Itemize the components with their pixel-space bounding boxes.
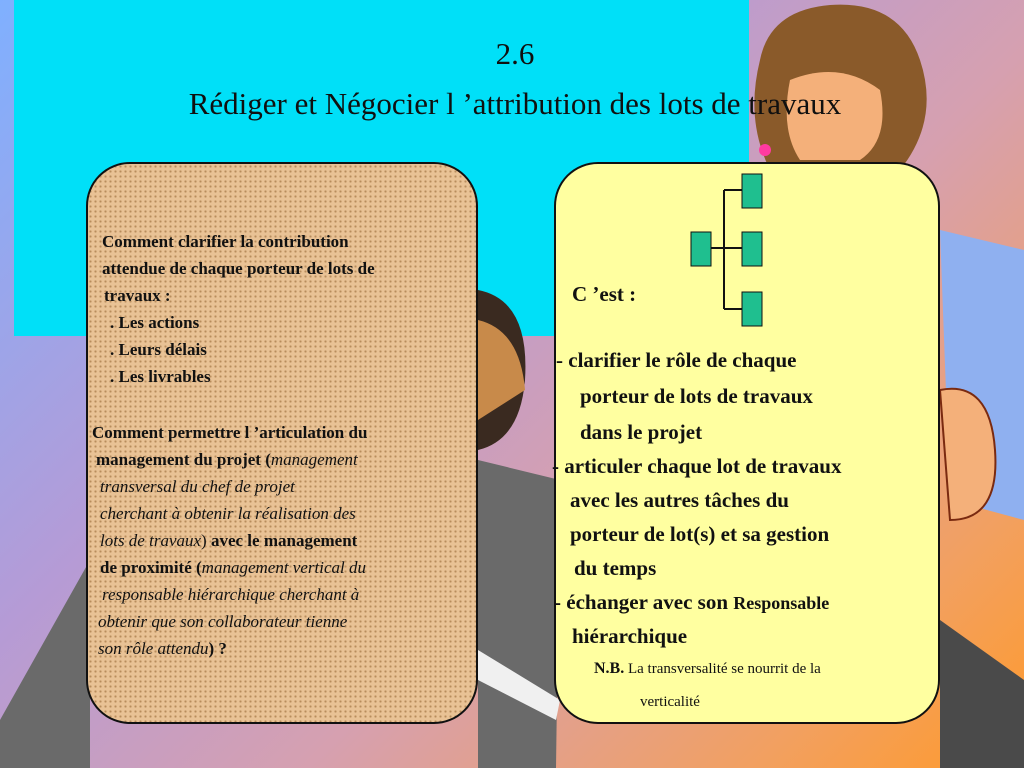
- intro: C ’est :: [572, 282, 637, 306]
- q1-line-1: Comment clarifier la contribution: [102, 232, 349, 251]
- right-panel: [554, 162, 940, 724]
- left-panel: [86, 162, 478, 724]
- item-delais: . Leurs délais: [110, 340, 207, 359]
- q2-line-2: [96, 450, 358, 470]
- q2-line-6-italic: management vertical du: [201, 558, 366, 577]
- q2-line-2-italic: management: [270, 450, 358, 469]
- nb-text: La transversalité se nourrit de la: [624, 661, 821, 677]
- q2-line-5-paren: ): [201, 531, 207, 550]
- slide-number: 2.6: [495, 36, 535, 71]
- r-line-6: porteur de lot(s) et sa gestion: [570, 522, 830, 546]
- r-line-4: - articuler chaque lot de travaux: [552, 454, 842, 478]
- org-chart-icon: [556, 164, 942, 344]
- r-line-2: porteur de lots de travaux: [580, 384, 813, 408]
- r-line-8-responsable: Responsable: [733, 593, 830, 613]
- q2-line-6: [100, 558, 366, 578]
- q2-line-8: obtenir que son collaborateur tienne: [98, 612, 348, 631]
- r-line-1: - clarifier le rôle de chaque: [556, 348, 797, 372]
- q2-line-6-bold: de proximité (: [100, 558, 202, 577]
- q2-line-9: [98, 639, 227, 659]
- slide-title: Rédiger et Négocier l ’attribution des lots de travaux: [188, 86, 842, 121]
- nb-label: N.B.: [594, 660, 625, 677]
- r-line-9: hiérarchique: [572, 624, 688, 648]
- item-livrables: . Les livrables: [110, 367, 211, 386]
- q2-line-1: Comment permettre l ’articulation du: [92, 423, 368, 442]
- r-line-8: [554, 590, 829, 615]
- woman-dress: [940, 620, 1024, 768]
- man-suit: [478, 460, 560, 768]
- q2-line-5: [100, 531, 357, 551]
- q2-line-2-paren: (: [260, 450, 271, 469]
- nb-note: [594, 660, 821, 678]
- nb-text-2: verticalité: [640, 694, 700, 710]
- q2-line-5-bold: avec le management: [210, 531, 358, 550]
- man-shoulder: [0, 560, 90, 768]
- r-line-3: dans le projet: [580, 420, 703, 444]
- q2-line-3: transversal du chef de projet: [100, 477, 295, 496]
- r-line-8-text: - échanger avec son: [554, 590, 734, 614]
- item-actions: . Les actions: [110, 313, 200, 332]
- r-line-7: du temps: [574, 556, 657, 580]
- q2-line-9-bold: ) ?: [208, 639, 227, 658]
- q1-line-2: attendue de chaque porteur de lots de: [102, 259, 375, 278]
- q1-line-3: travaux :: [104, 286, 171, 305]
- q2-line-9-italic: son rôle attendu: [98, 639, 209, 658]
- q2-line-5-italic: lots de travaux: [100, 531, 202, 550]
- q2-line-7: responsable hiérarchique cherchant à: [102, 585, 360, 604]
- q2-line-2-bold: management du projet: [96, 450, 261, 469]
- r-line-5: avec les autres tâches du: [570, 488, 789, 512]
- earring: [759, 144, 771, 156]
- q2-line-4: cherchant à obtenir la réalisation des: [100, 504, 356, 523]
